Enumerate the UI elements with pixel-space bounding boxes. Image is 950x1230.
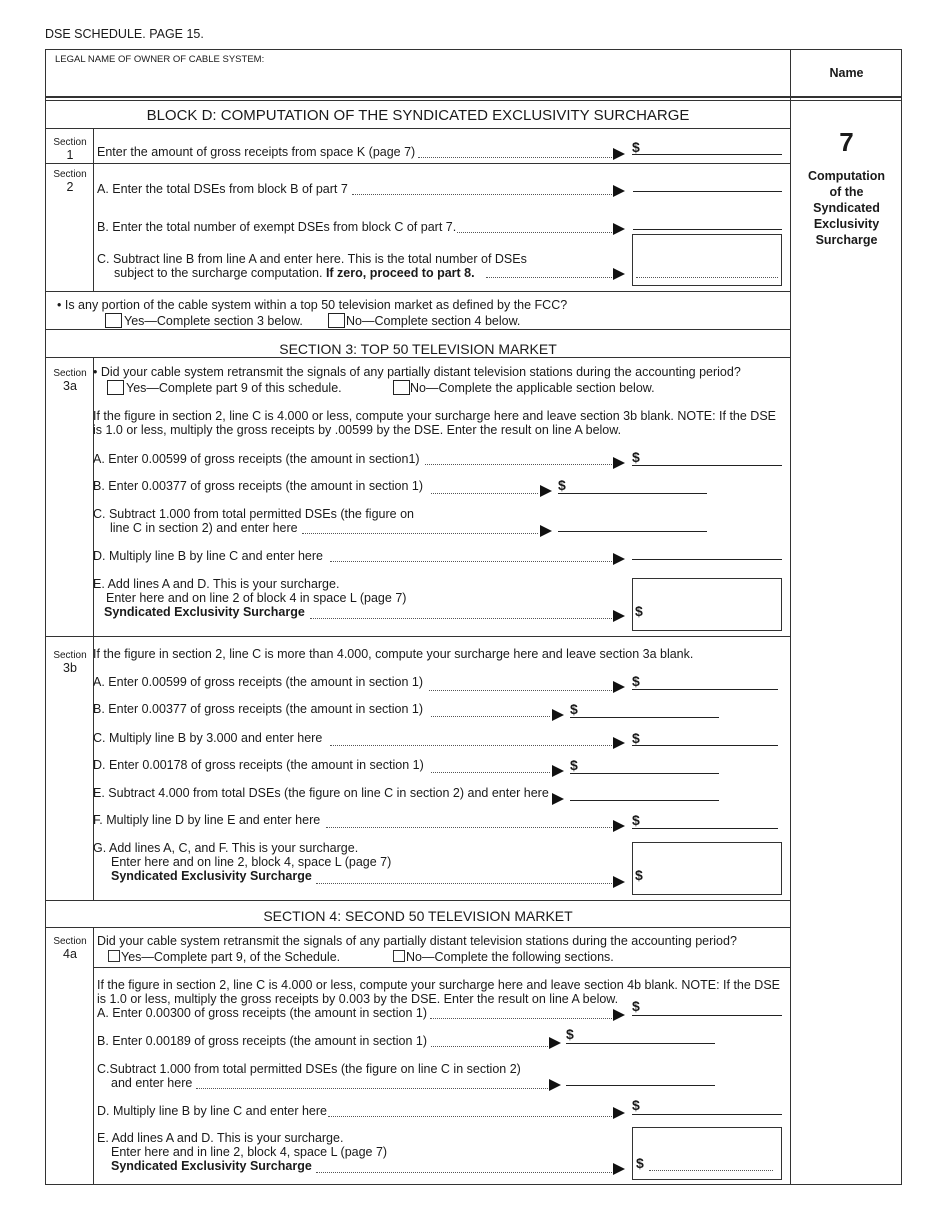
s3a-line-e3: Syndicated Exclusivity Surcharge: [104, 605, 305, 619]
s3a-a-field[interactable]: [632, 465, 782, 466]
section-2-line-a: A. Enter the total DSEs from block B of part 7: [97, 182, 348, 196]
s4a-question: Did your cable system retransmit the signals of any partially distant television stations during the accounting period?: [97, 934, 737, 948]
s4a-d-field[interactable]: [632, 1114, 782, 1115]
s3a-line-c1: C. Subtract 1.000 from total permitted DSEs (the figure on: [93, 507, 414, 521]
owner-name-field[interactable]: [46, 68, 789, 94]
name-label: Name: [829, 66, 864, 80]
s3b-line-b: B. Enter 0.00377 of gross receipts (the amount in section 1): [93, 702, 424, 716]
section-2-c-box[interactable]: [632, 234, 782, 286]
s3b-line-c: C. Multiply line B by 3.000 and enter here: [93, 731, 323, 745]
s3b-line-d: D. Enter 0.00178 of gross receipts (the amount in section 1): [93, 758, 424, 772]
section-1-label: Section 1: [53, 137, 87, 162]
s3a-yes-checkbox[interactable]: [107, 380, 124, 395]
owner-label: LEGAL NAME OF OWNER OF CABLE SYSTEM:: [55, 54, 265, 65]
section-1-text: Enter the amount of gross receipts from space K (page 7): [97, 145, 416, 159]
s3a-line-e2: Enter here and on line 2 of block 4 in space L (page 7): [106, 591, 407, 605]
top50-yes-checkbox[interactable]: [105, 313, 122, 328]
s4a-c-field[interactable]: [566, 1085, 715, 1086]
s3b-c-field[interactable]: [632, 745, 778, 746]
s4a-line-e2: Enter here and in line 2, block 4, space L (page 7): [111, 1145, 388, 1159]
s3b-line-g3: Syndicated Exclusivity Surcharge: [111, 869, 312, 883]
s4a-yes-label: Yes—Complete part 9, of the Schedule.: [121, 950, 341, 964]
section-2-label: Section 2: [53, 169, 87, 194]
section-3a-question: • Did your cable system retransmit the signals of any partially distant television stations during the accounting period?: [93, 365, 741, 379]
s4a-note-2: is 1.0 or less, multiply the gross receipts by 0.003 by the DSE. Enter the result on line A below.: [97, 992, 619, 1006]
s4a-line-e3: Syndicated Exclusivity Surcharge: [111, 1159, 312, 1173]
s3b-line-f: F. Multiply line D by line E and enter here: [93, 813, 321, 827]
section-3b-label: Section 3b: [53, 650, 87, 675]
section-3-title: SECTION 3: TOP 50 TELEVISION MARKET: [279, 341, 557, 357]
s3b-d-field[interactable]: [570, 773, 719, 774]
s4a-b-field[interactable]: [566, 1043, 715, 1044]
section-2-b-field[interactable]: [633, 229, 782, 230]
page-header: DSE SCHEDULE. PAGE 15.: [45, 27, 204, 41]
sidebar-title: Computation of the Syndicated Exclusivity Surcharge: [807, 169, 886, 247]
s4a-yes-checkbox[interactable]: [108, 950, 120, 962]
top50-no-label: No—Complete section 4 below.: [346, 314, 521, 328]
s3a-note-1: If the figure in section 2, line C is 4.000 or less, compute your surcharge here and leave section 3b blank. NOTE: If the DSE: [93, 409, 776, 423]
s3a-d-field[interactable]: [632, 559, 782, 560]
s3b-line-a: A. Enter 0.00599 of gross receipts (the amount in section 1): [93, 675, 424, 689]
section-2-line-b: B. Enter the total number of exempt DSEs from block C of part 7.: [97, 220, 457, 234]
section-2-line-c1: C. Subtract line B from line A and enter here. This is the total number of DSEs: [97, 252, 527, 266]
s3b-a-field[interactable]: [632, 689, 778, 690]
section-2-line-c2: subject to the surcharge computation. If zero, proceed to part 8.: [114, 266, 475, 280]
block-d-title: BLOCK D: COMPUTATION OF THE SYNDICATED EXCLUSIVITY SURCHARGE: [146, 107, 690, 124]
s4a-line-c2: and enter here: [111, 1076, 193, 1090]
s3a-yes-label: Yes—Complete part 9 of this schedule.: [126, 381, 342, 395]
s3b-line-e: E. Subtract 4.000 from total DSEs (the figure on line C in section 2) and enter here: [93, 786, 549, 800]
s4a-line-d: D. Multiply line B by line C and enter here: [97, 1104, 327, 1118]
s3a-line-c2: line C in section 2) and enter here: [110, 521, 298, 535]
section-2-a-field[interactable]: [633, 191, 782, 192]
top50-question: • Is any portion of the cable system within a top 50 television market as defined by the FCC?: [57, 298, 568, 312]
section-3a-label: Section 3a: [53, 368, 87, 393]
s3b-note: If the figure in section 2, line C is more than 4.000, compute your surcharge here and leave section 3a blank.: [93, 647, 694, 661]
s4a-no-checkbox[interactable]: [393, 950, 405, 962]
s4a-line-c1: C.Subtract 1.000 from total permitted DSEs (the figure on line C in section 2): [97, 1062, 521, 1076]
section-4a-label: Section 4a: [53, 936, 87, 961]
s3b-line-g1: G. Add lines A, C, and F. This is your surcharge.: [93, 841, 359, 855]
top50-yes-label: Yes—Complete section 3 below.: [124, 314, 303, 328]
s3b-b-field[interactable]: [570, 717, 719, 718]
s3a-line-d: D. Multiply line B by line C and enter here: [93, 549, 323, 563]
part-number: 7: [839, 127, 854, 157]
s4a-surcharge-box[interactable]: $: [632, 1127, 782, 1180]
s3b-line-g2: Enter here and on line 2, block 4, space L (page 7): [111, 855, 392, 869]
s3b-e-field[interactable]: [570, 800, 719, 801]
s3b-f-field[interactable]: [632, 828, 778, 829]
s3b-surcharge-box[interactable]: $: [632, 842, 782, 895]
s3a-no-checkbox[interactable]: [393, 380, 410, 395]
s4a-no-label: No—Complete the following sections.: [406, 950, 614, 964]
s3a-no-label: No—Complete the applicable section below.: [410, 381, 655, 395]
top50-no-checkbox[interactable]: [328, 313, 345, 328]
s3a-line-a: A. Enter 0.00599 of gross receipts (the amount in section1): [93, 452, 420, 466]
s4a-note-1: If the figure in section 2, line C is 4.000 or less, compute your surcharge here and leave section 4b blank. NOTE: If the DSE: [97, 978, 780, 992]
s4a-a-field[interactable]: [632, 1015, 782, 1016]
s3a-line-b: B. Enter 0.00377 of gross receipts (the amount in section 1): [93, 479, 424, 493]
s4a-line-a: A. Enter 0.00300 of gross receipts (the amount in section 1): [97, 1006, 428, 1020]
s3a-note-2: is 1.0 or less, multiply the gross receipts by .00599 by the DSE. Enter the result on line A below.: [93, 423, 622, 437]
s3a-surcharge-box[interactable]: $: [632, 578, 782, 631]
s4a-line-b: B. Enter 0.00189 of gross receipts (the amount in section 1): [97, 1034, 428, 1048]
s4a-line-e1: E. Add lines A and D. This is your surcharge.: [97, 1131, 344, 1145]
section-4-title: SECTION 4: SECOND 50 TELEVISION MARKET: [263, 908, 573, 924]
s3a-b-field[interactable]: [558, 493, 707, 494]
section-1-amount-field[interactable]: [632, 154, 782, 155]
s3a-line-e1: E. Add lines A and D. This is your surcharge.: [93, 577, 340, 591]
s3a-c-field[interactable]: [558, 531, 707, 532]
